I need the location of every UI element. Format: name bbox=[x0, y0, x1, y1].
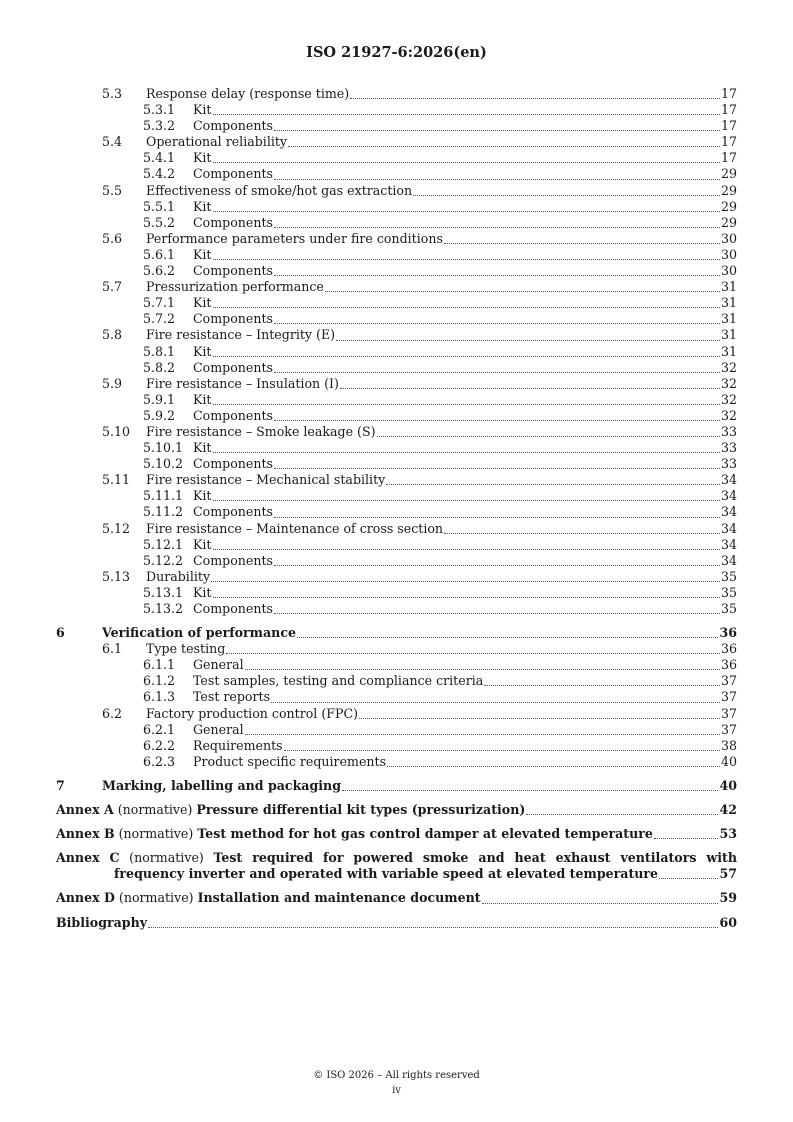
annex-label: Annex C bbox=[56, 850, 120, 866]
toc-leader-dots bbox=[325, 291, 720, 292]
annex-c-line-2 bbox=[56, 866, 737, 882]
page-footer bbox=[0, 1068, 793, 1098]
toc-leader-dots bbox=[444, 243, 720, 244]
toc-leader-dots bbox=[340, 388, 720, 389]
annex-normative: (normative) bbox=[118, 826, 194, 842]
toc-leader-dots bbox=[342, 790, 718, 791]
toc-entry-number: 5.13.1 bbox=[143, 584, 184, 600]
toc-entry[interactable] bbox=[56, 657, 737, 673]
toc-entry-page: 34 bbox=[720, 552, 737, 568]
toc-entry[interactable] bbox=[56, 376, 737, 392]
toc-entry-title: Fire resistance – Maintenance of cross section bbox=[146, 520, 444, 536]
toc-leader-dots bbox=[213, 307, 720, 308]
toc-leader-dots bbox=[245, 734, 720, 735]
annex-c-line-1 bbox=[56, 850, 737, 866]
toc-entry-number: 5.4.2 bbox=[143, 166, 176, 182]
toc-entry-title: Components bbox=[193, 118, 274, 134]
toc-entry-page: 17 bbox=[720, 118, 737, 134]
toc-leader-dots bbox=[274, 323, 720, 324]
toc-entry-number: 5.4 bbox=[102, 134, 123, 150]
toc-entry-number: 5.13 bbox=[102, 568, 131, 584]
toc-entry-page: 59 bbox=[719, 890, 737, 906]
toc-entry-number: 5.13.2 bbox=[143, 601, 184, 616]
toc-entry-title: Type testing bbox=[146, 641, 226, 657]
toc-entry-number: 5.8.2 bbox=[143, 359, 176, 375]
toc-entry[interactable] bbox=[56, 521, 737, 537]
toc-entry[interactable] bbox=[56, 279, 737, 295]
toc-entry[interactable] bbox=[56, 641, 737, 657]
toc-entry-number: 5.10 bbox=[102, 423, 131, 439]
toc-entry-number: 5.3.2 bbox=[143, 118, 176, 134]
toc-entry[interactable] bbox=[56, 118, 737, 134]
toc-leader-dots bbox=[274, 275, 720, 276]
toc-entry-number: 5.11.2 bbox=[143, 504, 184, 520]
toc-entry[interactable] bbox=[56, 134, 737, 150]
toc-entry-page: 35 bbox=[720, 601, 737, 616]
annex-title: Test method for hot gas control damper at elevated temperature bbox=[197, 826, 653, 842]
toc-entry-number: 5.8 bbox=[102, 327, 123, 343]
toc-entry-number: 5.5 bbox=[102, 182, 123, 198]
toc-entry-number: 6 bbox=[56, 625, 65, 641]
toc-entry[interactable] bbox=[56, 102, 737, 118]
toc-entry-title: Components bbox=[193, 504, 274, 520]
toc-section-5 bbox=[56, 86, 737, 617]
toc-leader-dots bbox=[386, 484, 720, 485]
toc-entry-page: 34 bbox=[720, 472, 737, 488]
toc-entry[interactable] bbox=[56, 311, 737, 327]
toc-entry-title: Fire resistance – Insulation (I) bbox=[146, 375, 339, 391]
toc-entry-page: 36 bbox=[720, 657, 737, 673]
toc-entry-number: 6.1.2 bbox=[143, 673, 176, 689]
toc-entry[interactable] bbox=[56, 392, 737, 408]
annex-title: Pressure differential kit types (pressurization) bbox=[196, 802, 526, 818]
toc-entry-number: 6.1.3 bbox=[143, 689, 176, 705]
toc-entry-title: Components bbox=[193, 214, 274, 230]
toc-leader-dots bbox=[213, 356, 720, 357]
table-of-contents bbox=[56, 86, 737, 931]
toc-entry-title: Factory production control (FPC) bbox=[146, 705, 359, 721]
toc-entry-title: Kit bbox=[193, 102, 212, 118]
toc-entry-number: 5.8.1 bbox=[143, 343, 176, 359]
toc-leader-dots bbox=[413, 195, 720, 196]
annex-label: Annex A bbox=[56, 802, 114, 818]
toc-entry-page: 57 bbox=[719, 866, 737, 882]
toc-leader-dots bbox=[482, 903, 719, 904]
toc-entry-page: 60 bbox=[719, 914, 737, 930]
toc-leader-dots bbox=[213, 500, 720, 501]
annex-label: Annex B bbox=[56, 826, 115, 842]
toc-entry-title: Components bbox=[193, 359, 274, 375]
toc-leader-dots bbox=[284, 750, 720, 751]
toc-entry-page: 34 bbox=[720, 504, 737, 520]
toc-entry[interactable] bbox=[56, 722, 737, 738]
toc-entry-number: 5.7.1 bbox=[143, 295, 176, 311]
toc-entry-page: 31 bbox=[720, 311, 737, 327]
toc-entry-number: 6.1 bbox=[102, 641, 123, 657]
toc-entry-title: Components bbox=[193, 601, 274, 616]
toc-entry-title: Pressurization performance bbox=[146, 279, 324, 295]
toc-leader-dots bbox=[526, 814, 718, 815]
toc-entry-title: Kit bbox=[193, 391, 212, 407]
toc-entry-number: 5.12.1 bbox=[143, 536, 184, 552]
toc-entry-number: 5.12.2 bbox=[143, 552, 184, 568]
toc-entry-page: 36 bbox=[719, 625, 737, 641]
toc-entry-number: 5.7 bbox=[102, 279, 123, 295]
toc-entry-title: Components bbox=[193, 456, 274, 472]
toc-entry-title: Kit bbox=[193, 295, 212, 311]
toc-entry-number: 5.9.1 bbox=[143, 391, 176, 407]
toc-entry-page: 30 bbox=[720, 263, 737, 279]
toc-leader-dots bbox=[271, 702, 720, 703]
toc-entry-page: 30 bbox=[720, 246, 737, 262]
toc-entry-title: Kit bbox=[193, 440, 212, 456]
toc-entry-page: 40 bbox=[719, 777, 737, 793]
toc-entry-number: 5.6.1 bbox=[143, 246, 176, 262]
toc-entry-number: 5.3 bbox=[102, 86, 123, 101]
toc-entry-page: 40 bbox=[720, 753, 737, 769]
toc-entry[interactable] bbox=[56, 183, 737, 199]
toc-entry-title: Kit bbox=[193, 584, 212, 600]
toc-entry[interactable] bbox=[56, 569, 737, 585]
toc-entry-number: 5.7.2 bbox=[143, 311, 176, 327]
toc-leader-dots bbox=[274, 517, 720, 518]
toc-entry[interactable] bbox=[56, 360, 737, 376]
toc-entry-page: 29 bbox=[720, 182, 737, 198]
toc-entry[interactable] bbox=[56, 585, 737, 601]
toc-leader-dots bbox=[350, 98, 720, 99]
toc-leader-dots bbox=[274, 565, 720, 566]
toc-entry[interactable] bbox=[56, 553, 737, 569]
toc-entry-title: Performance parameters under fire conditions bbox=[146, 230, 443, 246]
toc-entry-title: Product specific requirements bbox=[193, 753, 387, 769]
toc-entry[interactable] bbox=[56, 247, 737, 263]
toc-entry[interactable] bbox=[56, 673, 737, 689]
toc-entry-page: 34 bbox=[720, 520, 737, 536]
toc-entry[interactable] bbox=[56, 754, 737, 770]
toc-entry-page: 30 bbox=[720, 230, 737, 246]
toc-entry-page: 32 bbox=[720, 375, 737, 391]
toc-entry[interactable] bbox=[56, 440, 737, 456]
annex-title-line-2: frequency inverter and operated with variable speed at elevated temperature bbox=[114, 866, 659, 882]
toc-entry-title: Test reports bbox=[193, 689, 271, 705]
toc-leader-dots bbox=[274, 179, 720, 180]
toc-entry-page: 32 bbox=[720, 407, 737, 423]
toc-leader-dots bbox=[484, 685, 720, 686]
toc-leader-dots bbox=[213, 549, 720, 550]
toc-entry-title: General bbox=[193, 721, 244, 737]
toc-entry-page: 37 bbox=[720, 705, 737, 721]
toc-entry[interactable] bbox=[56, 537, 737, 553]
toc-entry-title: Operational reliability bbox=[146, 134, 288, 150]
toc-section-6 bbox=[56, 625, 737, 770]
toc-entry-page: 17 bbox=[720, 86, 737, 101]
toc-leader-dots bbox=[211, 581, 720, 582]
toc-leader-dots bbox=[297, 637, 718, 638]
toc-entry-title: Kit bbox=[193, 343, 212, 359]
toc-entry-number: 5.5.2 bbox=[143, 214, 176, 230]
toc-entry-title: Kit bbox=[193, 536, 212, 552]
toc-entry-number: 6.2 bbox=[102, 705, 123, 721]
toc-entry-title: Requirements bbox=[193, 737, 283, 753]
toc-entry-title: Kit bbox=[193, 488, 212, 504]
toc-entry-number: 5.11 bbox=[102, 472, 131, 488]
toc-leader-dots bbox=[336, 340, 720, 341]
toc-entry[interactable] bbox=[56, 215, 737, 231]
toc-leader-dots bbox=[213, 162, 720, 163]
toc-entry-page: 17 bbox=[720, 134, 737, 150]
toc-entry-title: Bibliography bbox=[56, 914, 148, 930]
toc-entry[interactable] bbox=[56, 166, 737, 182]
toc-entry-number: 6.2.3 bbox=[143, 753, 176, 769]
toc-entry-page: 31 bbox=[720, 295, 737, 311]
annex-label: Annex D bbox=[56, 890, 115, 906]
toc-leader-dots bbox=[226, 653, 720, 654]
toc-leader-dots bbox=[213, 211, 720, 212]
toc-entry[interactable] bbox=[56, 424, 737, 440]
toc-entry-page: 34 bbox=[720, 488, 737, 504]
toc-leader-dots bbox=[659, 878, 718, 879]
toc-leader-dots bbox=[213, 114, 720, 115]
toc-leader-dots bbox=[377, 436, 720, 437]
toc-entry[interactable] bbox=[56, 150, 737, 166]
annex-title: Installation and maintenance document bbox=[197, 890, 481, 906]
toc-entry[interactable] bbox=[56, 504, 737, 520]
toc-entry-number: 5.10.2 bbox=[143, 456, 184, 472]
toc-entry-number: 5.6 bbox=[102, 230, 123, 246]
toc-entry-title: Components bbox=[193, 552, 274, 568]
toc-entry-page: 53 bbox=[719, 826, 737, 842]
toc-entry-title: Kit bbox=[193, 246, 212, 262]
toc-leader-dots bbox=[387, 766, 720, 767]
toc-entry-title: Response delay (response time) bbox=[146, 86, 350, 101]
toc-entry-title: Kit bbox=[193, 198, 212, 214]
toc-entry-number: 5.3.1 bbox=[143, 102, 176, 118]
toc-entry[interactable] bbox=[56, 706, 737, 722]
toc-entry-title: Fire resistance – Integrity (E) bbox=[146, 327, 336, 343]
toc-entry-number: 5.6.2 bbox=[143, 263, 176, 279]
toc-entry-title: Fire resistance – Smoke leakage (S) bbox=[146, 423, 376, 439]
toc-entry[interactable] bbox=[56, 86, 737, 102]
toc-leader-dots bbox=[359, 718, 720, 719]
toc-entry[interactable] bbox=[56, 263, 737, 279]
toc-leader-dots bbox=[148, 927, 718, 928]
toc-entry-page: 35 bbox=[720, 584, 737, 600]
toc-entry-page: 32 bbox=[720, 391, 737, 407]
toc-entry-title: Kit bbox=[193, 150, 212, 166]
toc-entry-title: Components bbox=[193, 407, 274, 423]
toc-entry-number: 5.10.1 bbox=[143, 440, 184, 456]
toc-leader-dots bbox=[274, 613, 720, 614]
toc-leader-dots bbox=[288, 146, 720, 147]
toc-leader-dots bbox=[274, 420, 720, 421]
toc-entry[interactable] bbox=[56, 738, 737, 754]
toc-entry-title: Components bbox=[193, 311, 274, 327]
toc-entry-number: 5.9 bbox=[102, 375, 123, 391]
toc-entry-annex-a[interactable] bbox=[56, 802, 737, 818]
toc-entry-number: 6.1.1 bbox=[143, 657, 176, 673]
toc-entry-number: 5.4.1 bbox=[143, 150, 176, 166]
toc-entry-bibliography[interactable] bbox=[56, 915, 737, 931]
toc-entry-title: Test samples, testing and compliance criteria bbox=[193, 673, 484, 689]
copyright-notice: © ISO 2026 – All rights reserved bbox=[313, 1070, 480, 1081]
toc-entry-page: 33 bbox=[720, 456, 737, 472]
toc-entry-page: 37 bbox=[720, 689, 737, 705]
toc-entry[interactable] bbox=[56, 625, 737, 641]
toc-entry-page: 33 bbox=[720, 423, 737, 439]
toc-leader-dots bbox=[213, 259, 720, 260]
toc-entry-page: 31 bbox=[720, 279, 737, 295]
toc-entry-page: 17 bbox=[720, 102, 737, 118]
toc-entry-title: Marking, labelling and packaging bbox=[102, 777, 342, 793]
toc-entry[interactable] bbox=[56, 488, 737, 504]
toc-entry[interactable] bbox=[56, 295, 737, 311]
toc-entry-annex-d[interactable] bbox=[56, 890, 737, 906]
toc-entry[interactable] bbox=[56, 601, 737, 617]
toc-entry-number: 7 bbox=[56, 777, 65, 793]
toc-entry[interactable] bbox=[56, 231, 737, 247]
toc-entry[interactable] bbox=[56, 456, 737, 472]
toc-entry-number: 6.2.1 bbox=[143, 721, 176, 737]
toc-entry-page: 37 bbox=[720, 673, 737, 689]
toc-entry-number: 5.9.2 bbox=[143, 407, 176, 423]
toc-leader-dots bbox=[654, 838, 719, 839]
toc-entry-page: 36 bbox=[720, 641, 737, 657]
toc-entry[interactable] bbox=[56, 472, 737, 488]
toc-entry-page: 38 bbox=[720, 737, 737, 753]
toc-leader-dots bbox=[213, 452, 720, 453]
annex-normative: (normative) bbox=[118, 890, 194, 906]
toc-entry[interactable] bbox=[56, 199, 737, 215]
toc-leader-dots bbox=[274, 227, 720, 228]
toc-entry-page: 34 bbox=[720, 536, 737, 552]
toc-entry-title: Components bbox=[193, 263, 274, 279]
toc-entry[interactable] bbox=[56, 344, 737, 360]
toc-entry-number: 5.5.1 bbox=[143, 198, 176, 214]
toc-entry[interactable] bbox=[56, 327, 737, 343]
toc-entry-number: 5.11.1 bbox=[143, 488, 184, 504]
toc-entry-page: 31 bbox=[720, 343, 737, 359]
toc-entry-page: 42 bbox=[719, 802, 737, 818]
toc-entry-page: 17 bbox=[720, 150, 737, 166]
toc-entry[interactable] bbox=[56, 408, 737, 424]
toc-entry-page: 37 bbox=[720, 721, 737, 737]
toc-entry-number: 6.2.2 bbox=[143, 737, 176, 753]
toc-entry-number: 5.12 bbox=[102, 520, 131, 536]
page-number: iv bbox=[392, 1085, 401, 1096]
toc-entry-page: 35 bbox=[720, 568, 737, 584]
toc-entry-page: 33 bbox=[720, 440, 737, 456]
toc-entry-title: Verification of performance bbox=[102, 625, 297, 641]
toc-entry-title: Durability bbox=[146, 568, 211, 584]
toc-entry-page: 31 bbox=[720, 327, 737, 343]
toc-entry-title: Components bbox=[193, 166, 274, 182]
toc-entry-annex-b[interactable] bbox=[56, 826, 737, 842]
toc-entry-annex-c[interactable] bbox=[56, 850, 737, 882]
annex-normative: (normative) bbox=[117, 802, 193, 818]
toc-entry-title: Effectiveness of smoke/hot gas extraction bbox=[146, 182, 413, 198]
toc-entry-page: 29 bbox=[720, 214, 737, 230]
toc-entry-page: 29 bbox=[720, 166, 737, 182]
toc-leader-dots bbox=[274, 130, 720, 131]
annex-title-line-1: Test required for powered smoke and heat exhaust ventilators with bbox=[213, 850, 737, 866]
toc-entry[interactable] bbox=[56, 689, 737, 705]
toc-entry-title: General bbox=[193, 657, 244, 673]
toc-leader-dots bbox=[245, 669, 720, 670]
toc-entry-title: Fire resistance – Mechanical stability bbox=[146, 472, 386, 488]
toc-entry-page: 32 bbox=[720, 359, 737, 375]
toc-leader-dots bbox=[274, 372, 720, 373]
annex-normative: (normative) bbox=[129, 850, 204, 866]
document-header: ISO 21927-6:2026(en) bbox=[306, 44, 487, 61]
toc-entry-page: 29 bbox=[720, 198, 737, 214]
toc-leader-dots bbox=[274, 468, 720, 469]
toc-leader-dots bbox=[444, 533, 720, 534]
toc-leader-dots bbox=[213, 597, 720, 598]
toc-leader-dots bbox=[213, 404, 720, 405]
toc-entry-7[interactable] bbox=[56, 778, 737, 794]
